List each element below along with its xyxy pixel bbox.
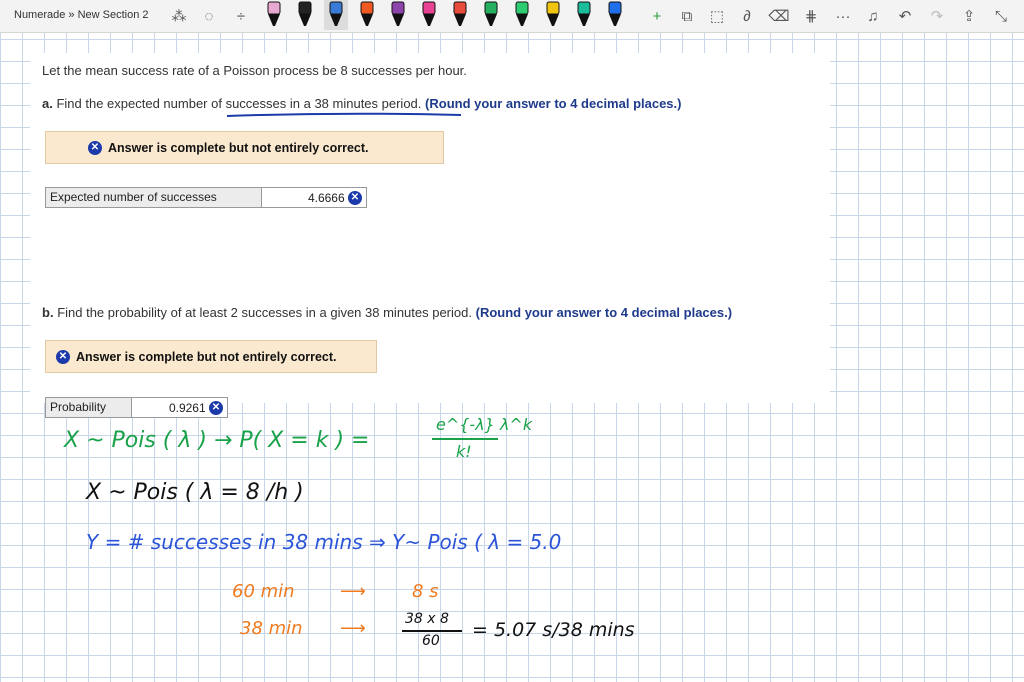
handwritten-fraction-numerator: 38 x 8 — [405, 611, 449, 627]
part-a-prompt: a. Find the expected number of successes in a 38 minutes period. (Round your answer to 4 decimal places.) — [42, 96, 682, 111]
pen-12-icon[interactable] — [603, 0, 627, 30]
fraction-bar — [402, 630, 462, 632]
part-b-answer-row — [45, 397, 228, 418]
note-canvas[interactable] — [0, 33, 1024, 682]
incorrect-icon: ✕ — [56, 350, 70, 364]
bell-icon[interactable]: ♫ — [867, 7, 879, 25]
eraser-icon[interactable]: ⌫ — [768, 8, 790, 25]
add-space-icon[interactable]: ÷ — [236, 7, 246, 25]
handwritten-line-4-left: 60 min — [232, 581, 295, 602]
answer-field[interactable]: 4.6666 ✕ — [262, 188, 366, 207]
add-pen-icon[interactable]: + — [652, 7, 662, 25]
question-screenshot — [30, 53, 830, 415]
ruler-icon[interactable]: ⋕ — [804, 8, 818, 25]
pen-9-icon[interactable] — [510, 0, 534, 30]
pen-2-icon[interactable] — [293, 0, 317, 30]
shapes-icon[interactable]: ⧉ — [681, 7, 693, 25]
ink-to-shape-icon[interactable]: ⬚ — [709, 8, 725, 25]
question-intro: Let the mean success rate of a Poisson process be 8 successes per hour. — [42, 63, 467, 78]
handwritten-fraction-denominator: k! — [456, 442, 472, 461]
handwritten-line-5-left: 38 min — [240, 618, 303, 639]
handwritten-underline — [225, 111, 465, 119]
field-label: Probability — [46, 398, 132, 417]
toolbar — [0, 0, 1024, 33]
ink-to-math-icon[interactable]: ∂ — [743, 7, 751, 25]
fraction-bar — [432, 438, 498, 440]
undo-icon[interactable]: ↶ — [898, 8, 912, 25]
handwritten-line-5-result: = 5.07 s/38 mins — [472, 619, 635, 641]
pen-5-icon[interactable] — [386, 0, 410, 30]
text-select-icon[interactable]: ⁂ — [171, 8, 187, 25]
pen-1-icon[interactable] — [262, 0, 286, 30]
more-icon[interactable]: ··· — [835, 7, 851, 25]
pen-10-icon[interactable] — [541, 0, 565, 30]
pen-7-icon[interactable] — [448, 0, 472, 30]
pen-11-icon[interactable] — [572, 0, 596, 30]
handwritten-line-2: X ~ Pois ( λ = 8 /h ) — [86, 480, 304, 505]
incorrect-icon: ✕ — [348, 191, 362, 205]
handwritten-fraction-numerator: e^{-λ} λ^k — [436, 415, 533, 434]
part-b-prompt: b. Find the probability of at least 2 successes in a given 38 minutes period. (Round your answer to 4 decimal places.) — [42, 305, 733, 320]
part-b-feedback: ✕ Answer is complete but not entirely correct. — [45, 340, 377, 373]
breadcrumb[interactable]: Numerade » New Section 2 — [14, 9, 149, 21]
handwritten-line-1: X ~ Pois ( λ ) → P( X = k ) = — [64, 428, 370, 453]
handwritten-fraction-denominator: 60 — [422, 633, 440, 649]
part-a-feedback: ✕ Answer is complete but not entirely correct. — [45, 131, 444, 164]
incorrect-icon: ✕ — [88, 141, 102, 155]
pen-4-icon[interactable] — [355, 0, 379, 30]
fullscreen-icon[interactable]: ⤡ — [994, 7, 1007, 25]
incorrect-icon: ✕ — [209, 401, 223, 415]
answer-field[interactable]: 0.9261 ✕ — [132, 398, 227, 417]
arrow-icon: ⟶ — [340, 618, 366, 639]
field-label: Expected number of successes — [46, 188, 262, 207]
redo-icon[interactable]: ↷ — [930, 8, 944, 25]
handwritten-line-4-right: 8 s — [412, 581, 439, 602]
lasso-select-icon[interactable]: ◌ — [204, 7, 214, 25]
handwritten-line-3: Y = # successes in 38 mins ⇒ Y~ Pois ( λ = 5.0 — [86, 530, 562, 554]
share-icon[interactable]: ⇪ — [962, 8, 976, 25]
pen-3-icon[interactable] — [324, 0, 348, 30]
part-a-answer-row — [45, 187, 367, 208]
pen-8-icon[interactable] — [479, 0, 503, 30]
arrow-icon: ⟶ — [340, 581, 366, 602]
pen-6-icon[interactable] — [417, 0, 441, 30]
